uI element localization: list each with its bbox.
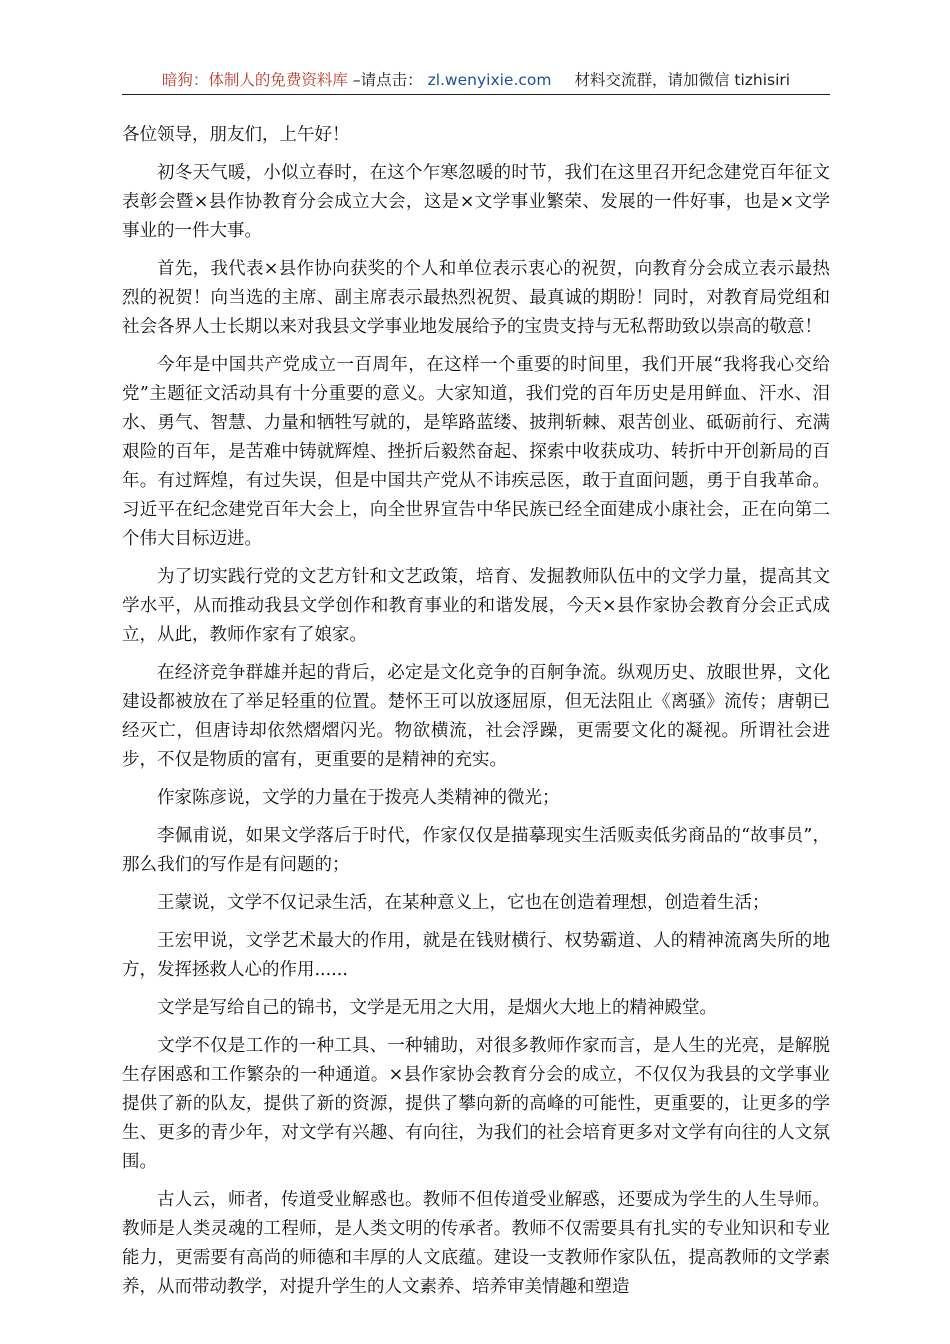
- paragraph: 文学不仅是工作的一种工具、一种辅助，对很多教师作家而言，是人生的光亮，是解脱生存困惑和工作繁杂的一种通道。×县作家协会教育分会的成立，不仅仅为我县的文学事业提供了新的队友，提供了新的资源，提供了攀向新的高峰的可能性，更重要的，让更多的学生、更多的青少年，对文学有兴趣、有向往，为我们的社会培育更多对文学有向往的人文氛围。: [122, 1036, 830, 1172]
- page-header: [122, 70, 830, 95]
- header-contact: 材料交流群，请加微信 tizhisiri: [574, 71, 791, 89]
- quote-paragraph: 王蒙说，文学不仅记录生活，在某种意义上，它也在创造着理想，创造着生活；: [157, 893, 770, 913]
- paragraph: 古人云，师者，传道受业解惑也。教师不但传道受业解惑，还要成为学生的人生导师。教师是人类灵魂的工程师，是人类文明的传承者。教师不仅需要具有扎实的专业知识和专业能力，更需要有高尚的师德和丰厚的人文底蕴。建设一支教师作家队伍，提高教师的文学素养，从而带动教学，对提升学生的人文素养、培养审美情趣和塑造: [122, 1190, 830, 1297]
- quote-paragraph: 王宏甲说，文学艺术最大的作用，就是在钱财横行、权势霸道、人的精神流离失所的地方，发挥拯救人心的作用......: [122, 931, 830, 980]
- header-brand: 暗狗：体制人的免费资料库: [161, 71, 348, 89]
- header-click-prefix: –请点击：: [352, 71, 423, 89]
- header-url-link[interactable]: zl.wenyixie.com: [427, 71, 552, 89]
- paragraph: 首先，我代表×县作协向获奖的个人和单位表示衷心的祝贺，向教育分会成立表示最热烈的祝贺！向当选的主席、副主席表示最热烈祝贺、最真诚的期盼！同时，对教育局党组和社会各界人士长期以来对我县文学事业地发展给予的宝贵支持与无私帮助致以崇高的敬意！: [122, 259, 830, 337]
- paragraph: 文学是写给自己的锦书，文学是无用之大用，是烟火大地上的精神殿堂。: [157, 998, 717, 1018]
- quote-paragraph: 作家陈彦说，文学的力量在于拨亮人类精神的微光；: [157, 788, 560, 808]
- greeting-paragraph: 各位领导，朋友们，上午好！: [122, 125, 350, 145]
- paragraph: 今年是中国共产党成立一百周年，在这样一个重要的时间里，我们开展“我将我心交给党”主题征文活动具有十分重要的意义。大家知道，我们党的百年历史是用鲜血、汗水、泪水、勇气、智慧、力量和牺牲写就的，是筚路蓝缕、披荆斩棘、艰苦创业、砥砺前行、充满艰险的百年，是苦难中铸就辉煌、挫折后毅然奋起、探索中收获成功、转折中开创新局的百年。有过辉煌，有过失误，但是中国共产党从不讳疾忌医，敢于直面问题，勇于自我革命。习近平在纪念建党百年大会上，向全世界宣告中华民族已经全面建成小康社会，正在向第二个伟大目标迈进。: [122, 355, 830, 549]
- quote-paragraph: 李佩甫说，如果文学落后于时代，作家仅仅是描摹现实生活贩卖低劣商品的“故事员”，那么我们的写作是有问题的；: [122, 826, 830, 875]
- paragraph: 在经济竞争群雄并起的背后，必定是文化竞争的百舸争流。纵观历史、放眼世界，文化建设都被放在了举足轻重的位置。楚怀王可以放逐屈原，但无法阻止《离骚》流传；唐朝已经灭亡，但唐诗却依然熠熠闪光。物欲横流，社会浮躁，更需要文化的凝视。所谓社会进步，不仅是物质的富有，更重要的是精神的充实。: [122, 663, 830, 770]
- document-body: [122, 121, 830, 1311]
- paragraph: 初冬天气暖，小似立春时，在这个乍寒忽暖的时节，我们在这里召开纪念建党百年征文表彰会暨×县作协教育分会成立大会，这是×文学事业繁荣、发展的一件好事，也是×文学事业的一件大事。: [122, 163, 830, 241]
- paragraph: 为了切实践行党的文艺方针和文艺政策，培育、发掘教师队伍中的文学力量，提高其文学水平，从而推动我县文学创作和教育事业的和谐发展，今天×县作家协会教育分会正式成立，从此，教师作家有了娘家。: [122, 567, 830, 645]
